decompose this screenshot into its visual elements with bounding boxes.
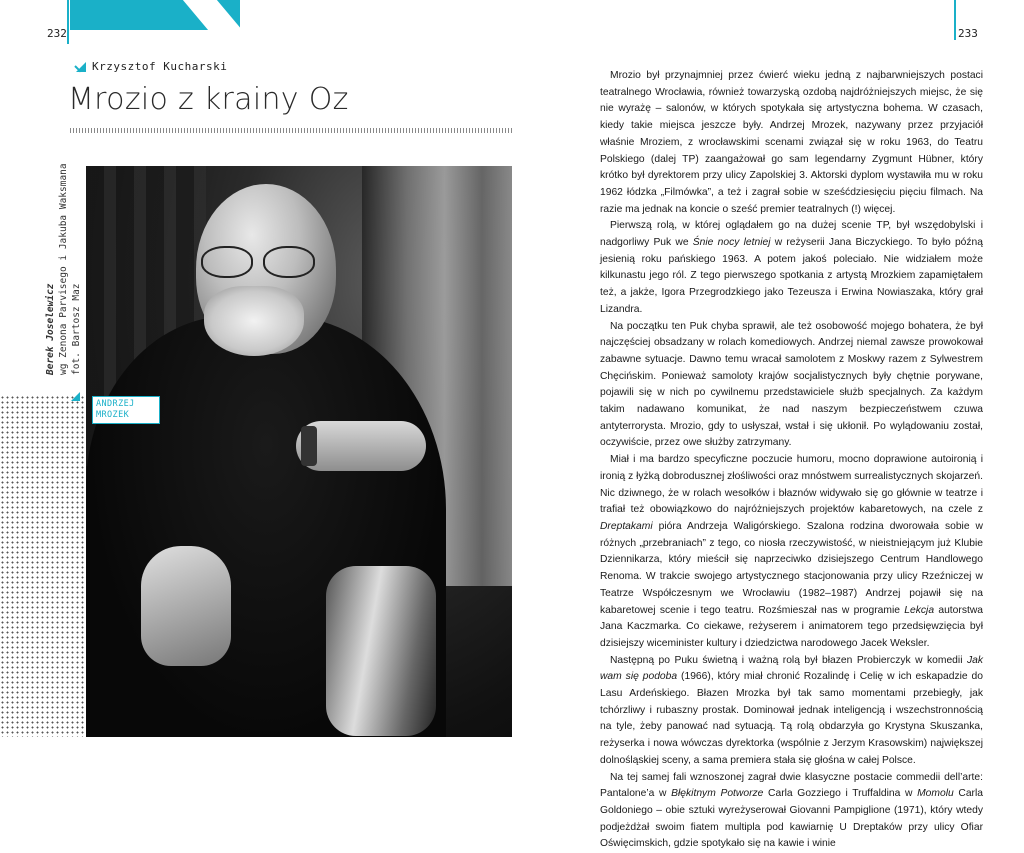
arrow-icon [76, 62, 86, 72]
body-paragraph [600, 218, 983, 318]
left-page [0, 0, 512, 737]
text-run: Carla Gozziego i Truffaldina w [763, 788, 918, 800]
credit-photographer: fot. Bartosz Maz [71, 283, 82, 375]
author-line [76, 60, 227, 73]
italic-title: Dreptakami [600, 520, 653, 532]
text-run: Na tej samej fali wznoszonej zagrał dwie klasyczne postacie commedii dell’arte: Pantalone’a w [600, 771, 983, 800]
body-paragraph [600, 319, 983, 453]
page-number-left: 232 [47, 27, 67, 40]
body-paragraph [600, 770, 983, 853]
text-run: Carla Goldoniego – obie sztuki wyreżyserował Giovanni Pampiglione (1971), który wtedy podjeżdżał swoim fiatem multipla pod kawiarnię U Dreptaków przy ulicy Ofiar Oświęcimskich, gdzie spotykało się na kawie i winie [600, 788, 983, 850]
italic-title: Momolu [917, 788, 954, 800]
text-run: Miał i ma bardzo specyficzne poczucie humoru, mocno doprawione autoironią i ironią z łyżką dobrodusznej złośliwości oraz mnóstwem surrealistycznych skojarzeń. Nic dziwnego, że w rolach wesołków i błaznów widywało się go głównie w teatrze i trafiał też obowiązkowo do najróżniejszych projektów kabaretowych, na czele z [600, 454, 983, 516]
accent-line [67, 0, 69, 44]
credit-role: Berek Joselewicz [45, 283, 56, 375]
text-run: Pierwszą rolą, w której oglądałem go na dużej scenie TP, był wszędobylski i nadgorliwy Puk we [600, 220, 983, 249]
italic-title: Śnie nocy letniej [692, 237, 771, 249]
right-page [512, 0, 1024, 850]
portrait-photo [86, 166, 512, 737]
cyan-tab-decoration [70, 0, 240, 30]
text-run: Następną po Puku świetną i ważną rolą był błazen Probierczyk w komedii [610, 654, 967, 666]
body-paragraph [600, 452, 983, 652]
italic-title: Jak wam się podoba [600, 654, 983, 683]
title-rule [70, 128, 512, 133]
accent-line [954, 0, 956, 40]
article-body [600, 68, 983, 853]
text-run: Mrozio był przynajmniej przez ćwierć wieku jedną z najbarwniejszych postaci teatralnego Wrocławia, również towarzyską ozdobą najdróżniejszych miejsc, że się nie wyrażę – salonów, w których spotykała się artystyczna bohema. W czasach, kiedy takie miejsca jeszcze były. Andrzej Mrozek, nazywany przez przyjaciół właśnie Mroziem, z wrocławskimi scenami związał się w roku 1963, do Teatru Polskiego (dalej TP) zaangażował go sam legendarny Zygmunt Hübner, który krótko był dyrektorem przy ulicy Zapolskiej 3. Aktorski dyplom wystawiła mu w roku 1962 łódzka „Filmówka”, a też i zagrał sobie w sześćdziesięciu pięciu filmach. Na razie ma jednak na koncie o sześć premier teatralnych (!) więcej. [600, 70, 983, 215]
caption-line: ANDRZEJ [96, 399, 135, 409]
author-name: Krzysztof Kucharski [92, 60, 228, 73]
italic-title: Lekcja [904, 604, 935, 616]
caption-line: MROZEK [96, 410, 130, 420]
body-paragraph [600, 68, 983, 218]
text-run: w reżyserii Jana Biczyckiego. To było późną jesienią roku pańskiego 1963. A potem jakoś poleciało. Nie widziałem może kilkunastu jego ról. Z tego pierwszego spotkania z artystą Mrozkiem zapamiętałem też, a jakże, Igora Przegrodzkiego jako Tezeusza i Erwina Nowiaszaka, który grał Lizandra. [600, 237, 983, 315]
italic-title: Błękitnym Potworze [671, 788, 764, 800]
body-paragraph [600, 653, 983, 770]
text-run: Na początku ten Puk chyba sprawił, ale też osobowość mojego bohatera, że był najczęściej obsadzany w rolach komediowych. Andrzej niemal zawsze prowokował zabawne sytuacje. Dawno temu wracał samolotem z Moskwy razem z Sylwestrem Chęcińskim. Ponieważ samoloty krajów socjalistycznych były chętnie porywane, pojawili się w nich po cywilnemu przedstawiciele służb specjalnych. Za każdym takim nadawano komunikat, że nad naszym bezpieczeństwem czuwa antyterrorysta. Mrozio, gdy to usłyszał, wstał i się ukłonił. Po wylądowaniu został, oczywiście, przez owe służby zatrzymany. [600, 320, 983, 449]
text-run: autorstwa Jana Kaczmarka. Co ciekawe, reżyserem i animatorem tego przedsięwzięcia był dzisiejszy wiceminister kultury i dziedzictwa narodowego Jacek Weksler. [600, 604, 983, 649]
page-number-right: 233 [958, 27, 978, 40]
photo-caption [92, 396, 160, 424]
arrow-icon [71, 392, 80, 401]
text-run: pióra Andrzeja Waligórskiego. Szalona rodzina dworowała sobie w różnych „przebraniach” z tego, co niosła rzeczywistość, w nieistniejącym już Klubie Dziennikarza, który mieścił się naprzeciwko dzisiejszego Centrum Handlowego Renoma. W trakcie swojego artystycznego stacjonowania przy ulicy Rzeźniczej w Teatrze Współczesnym we Wrocławiu (1982–1987) Andrzej pojawił się na kabaretowej scenie i tego teatru. Rozśmieszał nas w programie [600, 520, 983, 616]
text-run: (1966), który miał chronić Rozalindę i Celię w ich eskapadzie do Lasu Ardeńskiego. Błazen Mrozka był tak samo momentami przebiegły, jak tchórzliwy i rubaszny prostak. Dominował jednak inteligencją i wszechstronnością na tyle, żeby panować nad sytuacją. Tą rolą obdarzyła go Krystyna Skuszanka, reżyserka i nowa wówczas dyrektorka (wspólnie z Jerzym Krasowskim) największej dolnośląskiej sceny, a sama premiera stała się głośna w całej Polsce. [600, 671, 984, 766]
photo-credits [44, 163, 83, 375]
dot-pattern [0, 395, 90, 737]
credit-source: wg Zenona Parvisego i Jakuba Waksmana [58, 163, 69, 375]
article-title: Mrozio z krainy Oz [68, 82, 349, 117]
